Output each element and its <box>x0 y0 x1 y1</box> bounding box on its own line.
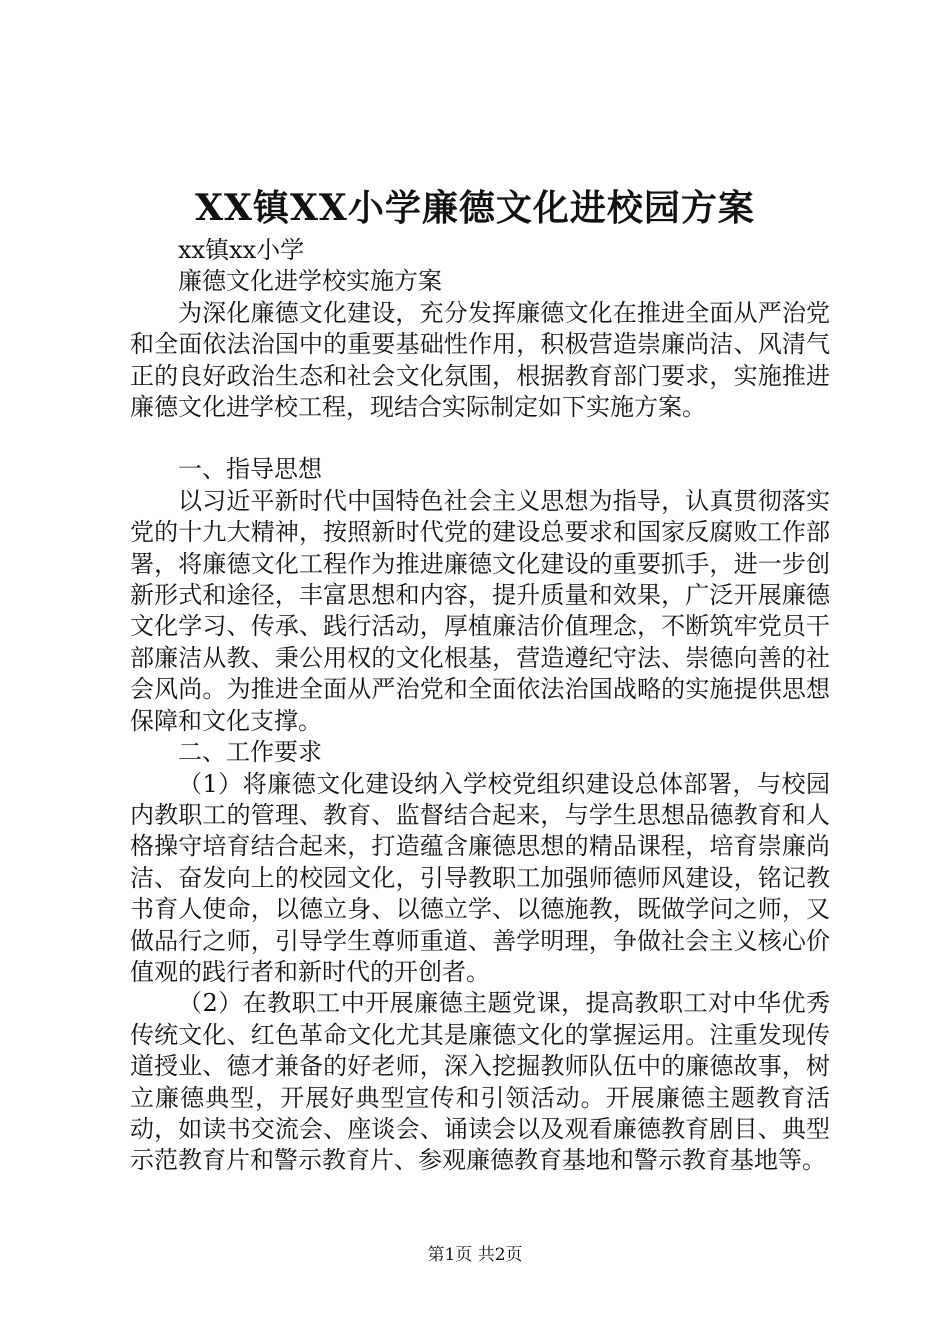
document-title: XX镇XX小学廉德文化进校园方案 <box>195 187 755 229</box>
page-footer: 第1页 共2页 <box>427 1245 523 1265</box>
requirement-item-2: （2）在教职工中开展廉德主题党课，提高教职工对中华优秀传统文化、红色革命文化尤其是廉德文化的掌握运用。注重发现传道授业、德才兼备的好老师，深入挖掘教师队伍中的廉德故事，树立廉德典型，开展好典型宣传和引领活动。开展廉德主题教育活动，如读书交流会、座谈会、诵读会以及观看廉德教育剧目、典型示范教育片和警示教育片、参观廉德教育基地和警示教育基地等。 <box>130 989 830 1175</box>
requirement-item-1: （1）将廉德文化建设纳入学校党组织建设总体部署，与校园内教职工的管理、教育、监督结合起来，与学生思想品德教育和人格操守培育结合起来，打造蕴含廉德思想的精品课程，培育崇廉尚洁、奋发向上的校园文化，引导教职工加强师德师风建设，铭记教书育人使命，以德立身、以德立学、以德施教，既做学问之师，又做品行之师，引导学生尊师重道、善学明理，争做社会主义核心价值观的践行者和新时代的开创者。 <box>130 769 830 986</box>
school-line: xx镇xx小学 <box>178 236 305 264</box>
section-heading-guiding-thought: 一、指导思想 <box>178 455 322 484</box>
guiding-thought-paragraph: 以习近平新时代中国特色社会主义思想为指导，认真贯彻落实党的十九大精神，按照新时代党的建设总要求和国家反腐败工作部署，将廉德文化工程作为推进廉德文化建设的重要抓手，进一步创新形式和途径，丰富思想和内容，提升质量和效果，广泛开展廉德文化学习、传承、践行活动，厚植廉洁价值理念，不断筑牢党员干部廉洁从教、秉公用权的文化根基，营造遵纪守法、崇德向善的社会风尚。为推进全面从严治党和全面依法治国战略的实施提供思想保障和文化支撑。 <box>130 486 830 735</box>
paragraph-gap <box>130 423 830 454</box>
document-body <box>130 235 830 1177</box>
intro-paragraph: 为深化廉德文化建设，充分发挥廉德文化在推进全面从严治党和全面依法治国中的重要基础性作用，积极营造崇廉尚洁、风清气正的良好政治生态和社会文化氛围，根据教育部门要求，实施推进廉德文化进学校工程，现结合实际制定如下实施方案。 <box>130 298 830 422</box>
section-heading-work-requirements: 二、工作要求 <box>178 738 322 767</box>
subtitle-line: 廉德文化进学校实施方案 <box>178 267 442 296</box>
